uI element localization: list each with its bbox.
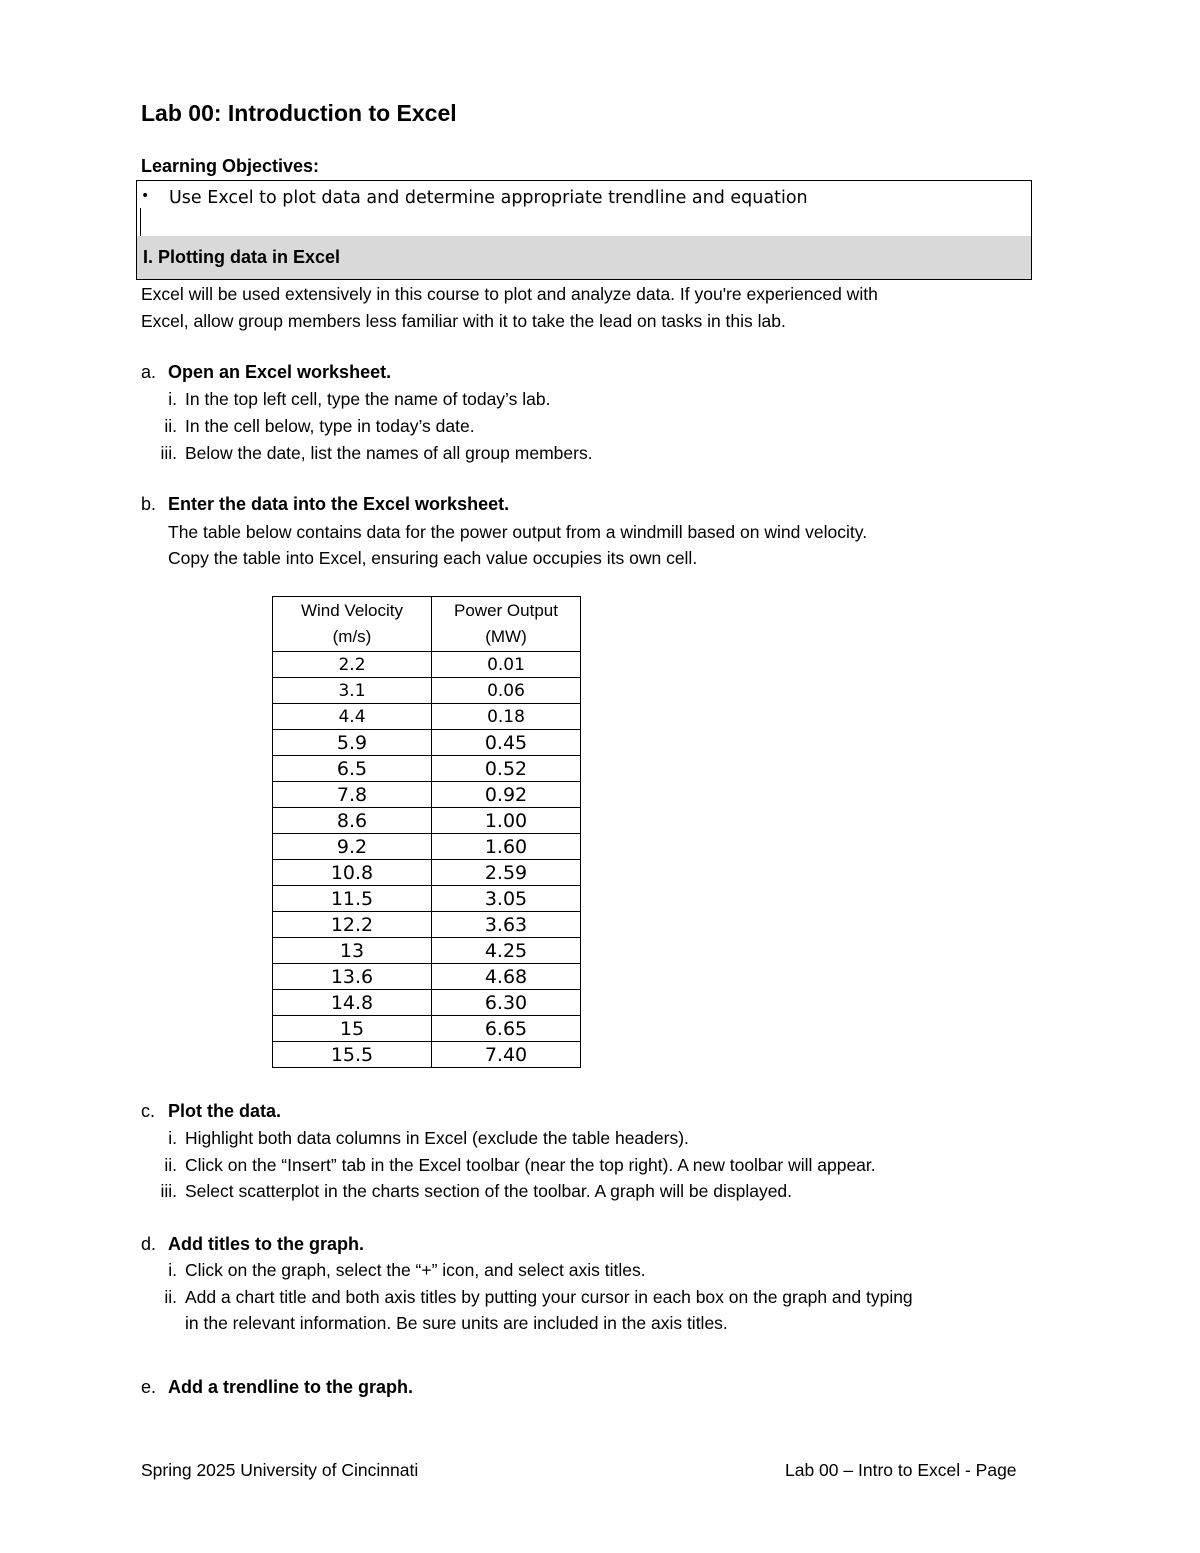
intro-line-1: Excel will be used extensively in this course to plot and analyze data. If you're experienced with [141, 284, 878, 304]
step-a-heading [141, 362, 391, 383]
table-row [273, 938, 581, 964]
item-number: ii. [164, 1155, 177, 1175]
item-text: Click on the “Insert” tab in the Excel toolbar (near the top right). A new toolbar will appear. [185, 1155, 876, 1175]
step-title: Add a trendline to the graph. [168, 1377, 414, 1397]
power-output-cell: 3.05 [432, 886, 581, 912]
step-letter: a. [141, 362, 157, 382]
wind-velocity-cell: 4.4 [273, 704, 432, 730]
step-letter: c. [141, 1101, 156, 1121]
power-output-cell: 2.59 [432, 860, 581, 886]
intro-line-2: Excel, allow group members less familiar with it to take the lead on tasks in this lab. [141, 311, 786, 331]
footer-right: Lab 00 – Intro to Excel - Page [785, 1460, 1017, 1480]
power-output-cell: 0.18 [432, 704, 581, 730]
header-line: Power Output [454, 601, 558, 620]
page-title: Lab 00: Introduction to Excel [141, 100, 457, 126]
table-header-row [273, 597, 581, 652]
step-c-item-1 [141, 1128, 689, 1149]
item-number: iii. [160, 1181, 177, 1201]
step-d-item-2 [141, 1287, 913, 1308]
item-text: In the top left cell, type the name of today’s lab. [185, 389, 551, 409]
step-c-heading [141, 1101, 281, 1122]
table-row [273, 886, 581, 912]
bullet-icon: • [141, 188, 150, 204]
power-output-cell: 0.52 [432, 756, 581, 782]
wind-power-table [272, 596, 581, 1068]
item-text: Highlight both data columns in Excel (exclude the table headers). [185, 1128, 689, 1148]
power-output-cell: 1.00 [432, 808, 581, 834]
step-d-heading [141, 1234, 364, 1255]
section-title: I. Plotting data in Excel [143, 247, 341, 267]
objectives-box [136, 180, 1032, 280]
table-row [273, 808, 581, 834]
item-text: Click on the graph, select the “+” icon, and select axis titles. [185, 1260, 646, 1280]
item-number: i. [168, 389, 177, 409]
wind-velocity-cell: 8.6 [273, 808, 432, 834]
table-row [273, 860, 581, 886]
step-b-line-2: Copy the table into Excel, ensuring each value occupies its own cell. [168, 548, 698, 568]
step-letter: e. [141, 1377, 157, 1397]
step-title: Enter the data into the Excel worksheet. [168, 494, 510, 514]
table-row [273, 964, 581, 990]
power-output-cell: 4.25 [432, 938, 581, 964]
wind-velocity-cell: 15.5 [273, 1042, 432, 1068]
power-output-cell: 0.06 [432, 678, 581, 704]
power-output-cell: 0.92 [432, 782, 581, 808]
power-output-cell: 6.65 [432, 1016, 581, 1042]
wind-velocity-cell: 5.9 [273, 730, 432, 756]
item-text: Below the date, list the names of all group members. [185, 443, 593, 463]
step-title: Open an Excel worksheet. [168, 362, 392, 382]
table-row [273, 678, 581, 704]
wind-velocity-cell: 7.8 [273, 782, 432, 808]
item-number: i. [168, 1128, 177, 1148]
power-output-cell: 6.30 [432, 990, 581, 1016]
header-power-output [432, 597, 581, 652]
power-output-cell: 3.63 [432, 912, 581, 938]
wind-velocity-cell: 3.1 [273, 678, 432, 704]
step-title: Plot the data. [168, 1101, 282, 1121]
objective-text: Use Excel to plot data and determine appropriate trendline and equation [169, 188, 808, 208]
item-text: Add a chart title and both axis titles by putting your cursor in each box on the graph and typing [185, 1287, 913, 1307]
table-row [273, 990, 581, 1016]
table-row [273, 912, 581, 938]
wind-velocity-cell: 13 [273, 938, 432, 964]
step-b-heading [141, 494, 509, 515]
power-output-cell: 0.45 [432, 730, 581, 756]
step-a-item-1 [141, 389, 550, 410]
wind-velocity-cell: 13.6 [273, 964, 432, 990]
learning-objectives-label: Learning Objectives: [141, 156, 320, 176]
table-row [273, 704, 581, 730]
wind-velocity-cell: 15 [273, 1016, 432, 1042]
power-output-cell: 1.60 [432, 834, 581, 860]
wind-velocity-cell: 9.2 [273, 834, 432, 860]
header-unit: (m/s) [332, 627, 372, 646]
item-number: i. [168, 1260, 177, 1280]
item-text: Select scatterplot in the charts section of the toolbar. A graph will be displayed. [185, 1181, 793, 1201]
power-output-cell: 4.68 [432, 964, 581, 990]
header-unit: (MW) [485, 627, 527, 646]
table-row [273, 782, 581, 808]
power-output-cell: 0.01 [432, 652, 581, 678]
item-number: iii. [160, 443, 177, 463]
step-a-item-3 [141, 443, 593, 464]
step-title: Add titles to the graph. [168, 1234, 364, 1254]
step-b-line-1: The table below contains data for the power output from a windmill based on wind velocity. [168, 522, 868, 542]
section-header-band [137, 236, 1031, 279]
item-number: ii. [164, 1287, 177, 1307]
wind-velocity-cell: 2.2 [273, 652, 432, 678]
power-output-cell: 7.40 [432, 1042, 581, 1068]
header-wind-velocity [273, 597, 432, 652]
wind-velocity-cell: 12.2 [273, 912, 432, 938]
table-row [273, 1016, 581, 1042]
step-c-item-2 [141, 1155, 876, 1176]
step-d-item-2-continuation: in the relevant information. Be sure units are included in the axis titles. [185, 1313, 728, 1333]
table-row [273, 834, 581, 860]
step-c-item-3 [141, 1181, 792, 1202]
table-row [273, 756, 581, 782]
table-row [273, 1042, 581, 1068]
table-row [273, 652, 581, 678]
step-letter: d. [141, 1234, 157, 1254]
wind-velocity-cell: 6.5 [273, 756, 432, 782]
step-e-heading [141, 1377, 413, 1398]
wind-velocity-cell: 10.8 [273, 860, 432, 886]
footer-left: Spring 2025 University of Cincinnati [141, 1460, 419, 1480]
wind-velocity-cell: 14.8 [273, 990, 432, 1016]
item-number: ii. [164, 416, 177, 436]
step-letter: b. [141, 494, 157, 514]
wind-velocity-cell: 11.5 [273, 886, 432, 912]
item-text: In the cell below, type in today’s date. [185, 416, 475, 436]
step-d-item-1 [141, 1260, 646, 1281]
header-line: Wind Velocity [300, 601, 404, 620]
step-a-item-2 [141, 416, 475, 437]
table-row [273, 730, 581, 756]
